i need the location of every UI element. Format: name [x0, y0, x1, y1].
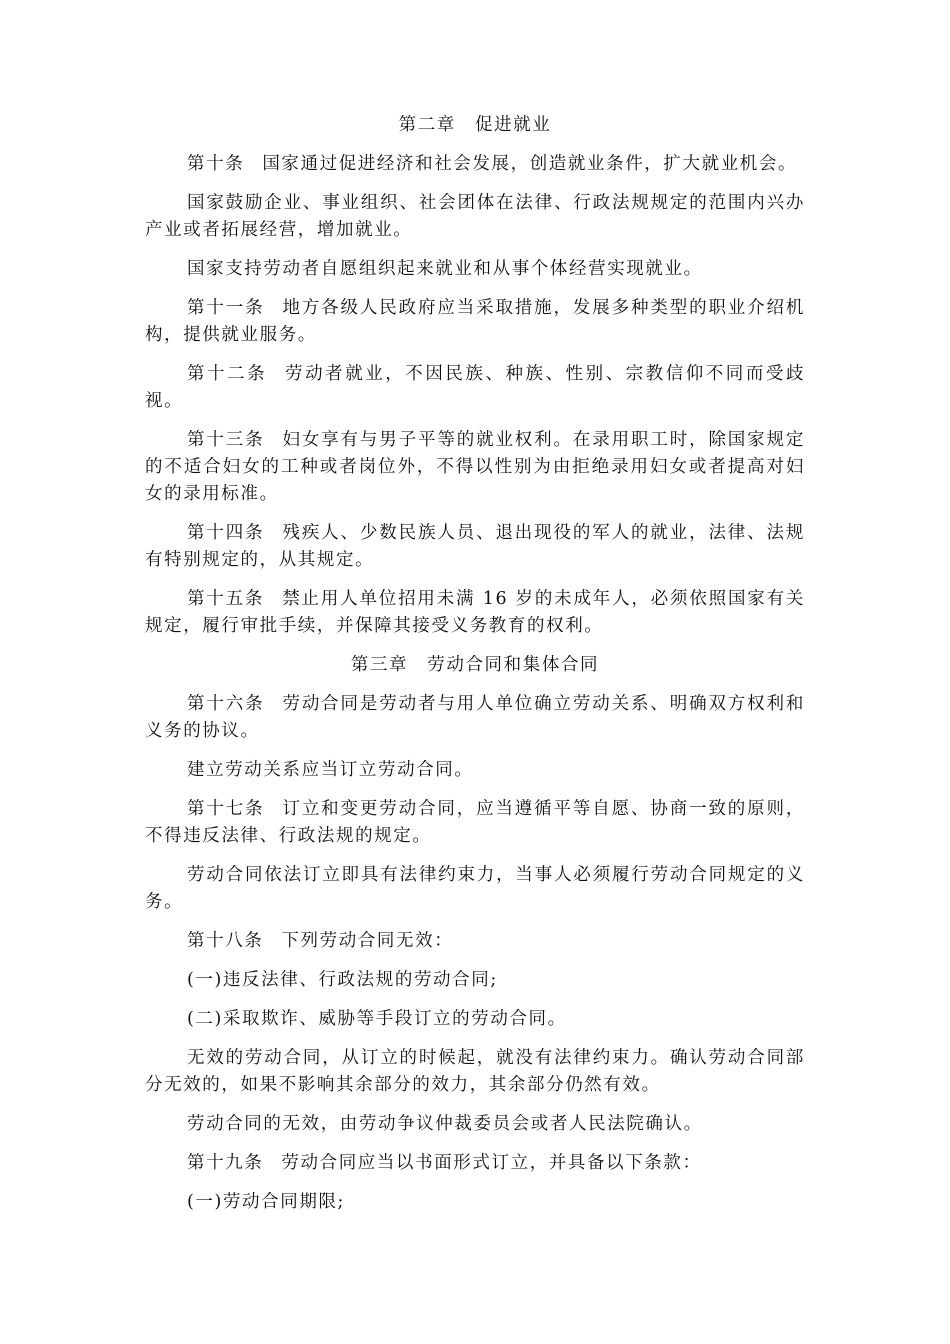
list-item: (一)违反法律、行政法规的劳动合同;	[187, 970, 498, 990]
article-label: 第十八条	[187, 931, 264, 951]
paragraph: 无效的劳动合同，从订立的时候起，就没有法律约束力。确认劳动合同部分无效的，如果不影响其余部分的效力，其余部分仍然有效。	[145, 1048, 805, 1095]
article-14	[145, 520, 805, 574]
article-text: 残疾人、少数民族人员、退出现役的军人的就业，法律、法规有特别规定的，从其规定。	[145, 523, 805, 570]
chapter-3-heading: 第三章 劳动合同和集体合同	[350, 655, 600, 675]
article-text: 地方各级人民政府应当采取措施，发展多种类型的职业介绍机构，提供就业服务。	[145, 298, 805, 345]
article-label: 第十一条	[187, 298, 265, 318]
article-16	[145, 691, 805, 745]
article-11	[145, 295, 805, 349]
paragraph: 劳动合同依法订立即具有法律约束力，当事人必须履行劳动合同规定的义务。	[145, 865, 805, 912]
article-text: 劳动合同应当以书面形式订立，并具备以下条款：	[281, 1153, 702, 1173]
article-text: 下列劳动合同无效：	[281, 931, 454, 951]
article-15	[145, 586, 805, 640]
list-item: (二)采取欺诈、威胁等手段订立的劳动合同。	[187, 1009, 567, 1029]
article-label: 第十七条	[187, 799, 265, 819]
article-13	[145, 427, 805, 508]
article-label: 第十二条	[187, 364, 268, 384]
document-page	[145, 112, 805, 1228]
paragraph: 国家鼓励企业、事业组织、社会团体在法律、行政法规规定的范围内兴办产业或者拓展经营，增加就业。	[145, 193, 805, 240]
article-text: 妇女享有与男子平等的就业权利。在录用职工时，除国家规定的不适合妇女的工种或者岗位外，不得以性别为由拒绝录用妇女或者提高对妇女的录用标准。	[145, 430, 805, 504]
article-18	[145, 928, 805, 955]
article-label: 第十五条	[187, 589, 265, 609]
article-text: 国家通过促进经济和社会发展，创造就业条件，扩大就业机会。	[262, 154, 798, 174]
article-text: 订立和变更劳动合同，应当遵循平等自愿、协商一致的原则，不得违反法律、行政法规的规定。	[145, 799, 805, 846]
article-label: 第十四条	[187, 523, 265, 543]
paragraph: 劳动合同的无效，由劳动争议仲裁委员会或者人民法院确认。	[187, 1114, 703, 1134]
article-12	[145, 361, 805, 415]
list-item: (一)劳动合同期限;	[187, 1192, 346, 1212]
article-text: 劳动者就业，不因民族、种族、性别、宗教信仰不同而受歧视。	[145, 364, 805, 411]
article-text: 劳动合同是劳动者与用人单位确立劳动关系、明确双方权利和义务的协议。	[145, 694, 805, 741]
article-text: 禁止用人单位招用未满 16 岁的未成年人，必须依照国家有关规定，履行审批手续，并保障其接受义务教育的权利。	[145, 589, 805, 636]
article-label: 第十条	[187, 154, 245, 174]
paragraph: 建立劳动关系应当订立劳动合同。	[187, 760, 474, 780]
article-10	[145, 151, 805, 178]
chapter-2-heading: 第二章 促进就业	[398, 115, 552, 135]
paragraph: 国家支持劳动者自愿组织起来就业和从事个体经营实现就业。	[187, 259, 703, 279]
article-label: 第十三条	[187, 430, 265, 450]
article-19	[145, 1150, 805, 1177]
article-17	[145, 796, 805, 850]
article-label: 第十六条	[187, 694, 265, 714]
article-label: 第十九条	[187, 1153, 264, 1173]
